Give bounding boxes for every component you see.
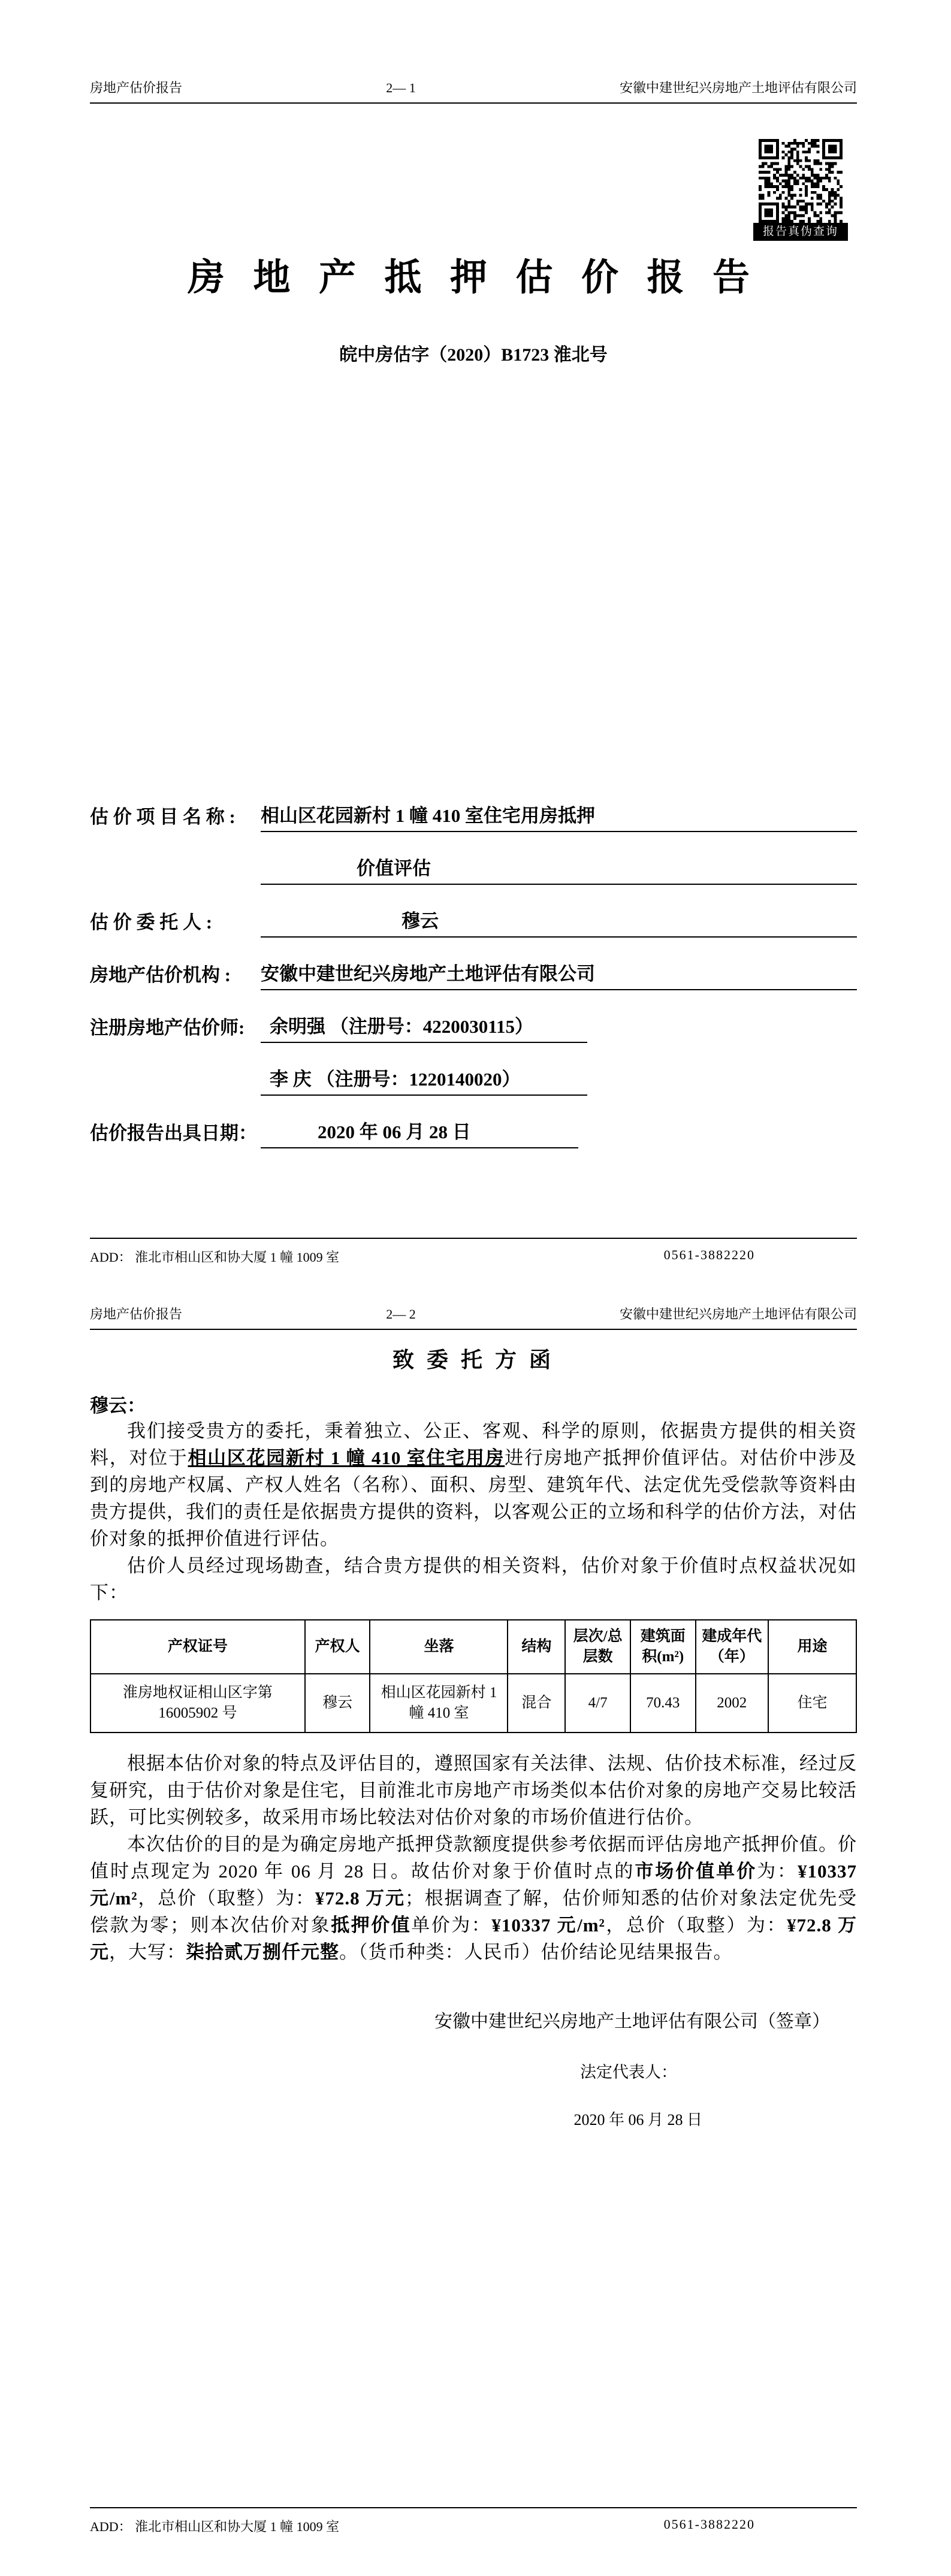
form-row-appraiser-2 — [90, 1043, 857, 1096]
page2-footer — [90, 2507, 857, 2535]
form-label: 房地产估价机构 : — [90, 965, 231, 985]
header-page-number: 2— 1 — [386, 80, 416, 95]
form-row-project-name-cont — [90, 832, 857, 885]
table-cell-area: 70.43 — [630, 1674, 696, 1733]
form-row-report-date — [90, 1096, 857, 1148]
qr-code-image — [753, 139, 848, 223]
table-cell-structure: 混合 — [508, 1674, 565, 1733]
page1-header — [90, 0, 857, 96]
header-doc-type: 房地产估价报告 — [90, 80, 183, 95]
table-header-cell: 建筑面积(m²) — [630, 1620, 696, 1674]
form-row-project-name — [90, 779, 857, 832]
header-company-name: 安徽中建世纪兴房地产土地评估有限公司 — [619, 1307, 857, 1322]
page2-header — [90, 1273, 857, 1323]
paragraph-survey: 估价人员经过现场勘查，结合贵方提供的相关资料，估价对象于价值时点权益状况如下： — [90, 1555, 857, 1603]
form-label: 估价报告出具日期： — [90, 1123, 257, 1144]
form-row-client — [90, 885, 857, 938]
table-header-row — [90, 1620, 856, 1674]
form-label: 估 价 委 托 人 : — [90, 912, 213, 933]
form-label: 注册房地产估价师: — [90, 1017, 245, 1038]
table-cell-floor: 4/7 — [565, 1674, 630, 1733]
header-doc-type: 房地产估价报告 — [90, 1307, 183, 1322]
header-company-name: 安徽中建世纪兴房地产土地评估有限公司 — [619, 80, 857, 95]
header-rule — [90, 102, 857, 104]
footer-address: ADD： 淮北市相山区和协大厦 1 幢 1009 室 — [90, 1250, 340, 1265]
qr-caption: 报告真伪查询 — [753, 223, 848, 241]
page-2 — [0, 1273, 951, 2576]
report-title: 房 地 产 抵 押 估 价 报 告 — [187, 258, 759, 298]
legal-representative: 法定代表人： — [580, 2063, 677, 2081]
table-row — [90, 1674, 856, 1733]
table-cell-year: 2002 — [696, 1674, 768, 1733]
salutation: 穆云： — [90, 1395, 146, 1416]
form-label — [90, 881, 261, 885]
signature-company: 安徽中建世纪兴房地产土地评估有限公司（签章） — [434, 2012, 830, 2031]
footer-phone: 0561-3882220 — [663, 1247, 755, 1262]
form-label: 估 价 项 目 名 称 : — [90, 806, 236, 827]
form-value: 穆云 — [261, 906, 857, 938]
form-value: 李 庆 （注册号：1220140020） — [261, 1064, 587, 1096]
page1-footer — [90, 1238, 857, 1266]
form-row-appraiser-1 — [90, 990, 857, 1043]
qr-code — [753, 139, 848, 241]
table-header-cell: 层次/总层数 — [565, 1620, 630, 1674]
form-value: 相山区花园新村 1 幢 410 室住宅用房抵押 — [261, 800, 857, 832]
table-header-cell: 建成年代（年） — [696, 1620, 768, 1674]
paragraph-method: 根据本估价对象的特点及评估目的，遵照国家有关法律、法规、估价技术标准，经过反复研究，由于估价对象是住宅，目前淮北市房地产市场类似本估价对象的房地产交易比较活跃，可比实例较多，故采用市场比较法对估价对象的市场价值进行估价。 — [90, 1753, 857, 1828]
doc-number: 皖中房估字（2020）B1723 淮北号 — [339, 345, 608, 365]
table-cell-location: 相山区花园新村 1 幢 410 室 — [370, 1674, 508, 1733]
footer-phone: 0561-3882220 — [663, 2517, 755, 2532]
cover-form — [90, 779, 857, 1148]
form-label — [90, 1092, 261, 1096]
ownership-table — [90, 1619, 857, 1733]
paragraph-valuation: 本次估价的目的是为确定房地产抵押贷款额度提供参考依据而评估房地产抵押价值。价值时点现定为 2020 年 06 月 28 日。故估价对象于价值时点的市场价值单价为：¥10337 元/m²，总价（取整）为：¥72.8 万元；根据调查了解，估价师知悉的估价对象法定优先受偿款为零；则本次估价对象抵押价值单价为：¥10337 元/m²，总价（取整）为：¥72.8 万元，大写：柒拾贰万捌仟元整。（货币种类：人民币）估价结论见结果报告。 — [90, 1834, 858, 1963]
table-cell-usage: 住宅 — [768, 1674, 856, 1733]
letter-title: 致 委 托 方 函 — [392, 1348, 554, 1372]
table-header-cell: 用途 — [768, 1620, 856, 1674]
page-1 — [0, 0, 951, 1273]
table-header-cell: 产权证号 — [90, 1620, 305, 1674]
form-value: 价值评估 — [261, 853, 857, 885]
table-header-cell: 产权人 — [305, 1620, 370, 1674]
table-header-cell: 结构 — [508, 1620, 565, 1674]
footer-address: ADD： 淮北市相山区和协大厦 1 幢 1009 室 — [90, 2519, 340, 2534]
form-row-agency — [90, 938, 857, 990]
form-value: 2020 年 06 月 28 日 — [261, 1117, 578, 1148]
table-cell-certificate: 淮房地权证相山区字第 16005902 号 — [90, 1674, 305, 1733]
table-cell-owner: 穆云 — [305, 1674, 370, 1733]
table-header-cell: 坐落 — [370, 1620, 508, 1674]
header-page-number: 2— 2 — [386, 1307, 416, 1322]
signature-date: 2020 年 06 月 28 日 — [573, 2111, 702, 2128]
form-value: 安徽中建世纪兴房地产土地评估有限公司 — [261, 959, 857, 990]
form-value: 余明强 （注册号：4220030115） — [261, 1011, 587, 1043]
paragraph-intro: 我们接受贵方的委托，秉着独立、公正、客观、科学的原则，依据贵方提供的相关资料，对位于相山区花园新村 1 幢 410 室住宅用房进行房地产抵押价值评估。对估价中涉及到的房地产权属、产权人姓名（名称）、面积、房型、建筑年代、法定优先受偿款等资料由贵方提供，我们的责任是依据贵方提供的资料，以客观公正的立场和科学的估价方法，对估价对象的抵押价值进行评估。 — [90, 1420, 858, 1549]
header-rule — [90, 1329, 857, 1330]
